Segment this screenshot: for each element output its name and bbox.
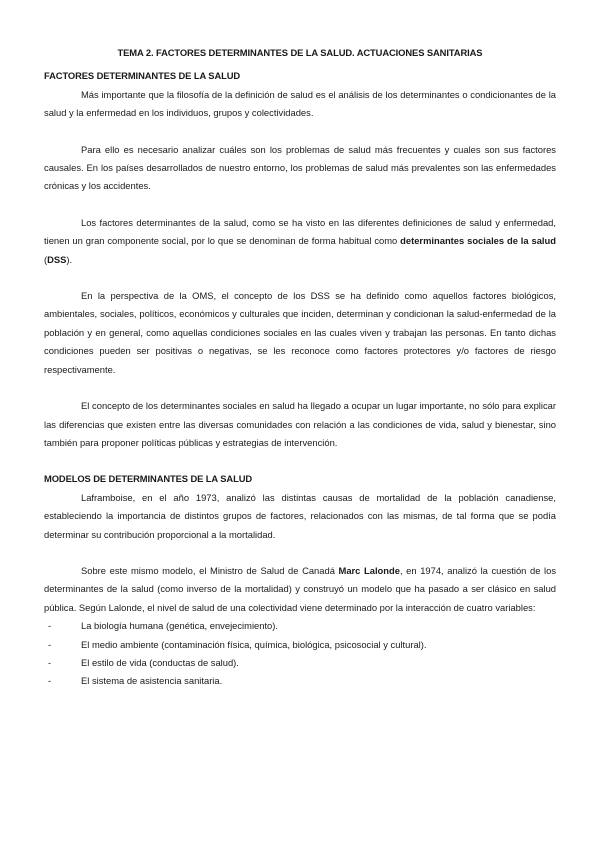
spacer bbox=[44, 544, 556, 562]
paragraph-6: Laframboise, en el año 1973, analizó las distintas causas de mortalidad de la población canadiense, estableciendo la importancia de distintos grupos de factores, relacionados con las mismas, de tal forma que se podía determinar su contribución proporcional a la mortalidad. bbox=[44, 491, 556, 540]
section-heading-modelos: MODELOS DE DETERMINANTES DE LA SALUD bbox=[44, 473, 253, 485]
list-item bbox=[44, 672, 556, 690]
paragraph-7 bbox=[44, 562, 556, 617]
paragraph-3-bold: determinantes sociales de la salud bbox=[400, 235, 556, 247]
section-heading-factores: FACTORES DETERMINANTES DE LA SALUD bbox=[44, 70, 241, 82]
list-item-text: El medio ambiente (contaminación física, química, biológica, psicosocial y cultural). bbox=[81, 638, 427, 650]
list-item bbox=[44, 654, 556, 672]
list-item bbox=[44, 636, 556, 654]
paragraph-3-bold-dss: DSS bbox=[47, 253, 67, 265]
paragraph-3-text-a: Los factores determinantes de la salud, como se ha visto en las diferentes definiciones de salud y enfermedad, tienen un gran componente social, por lo que se denominan de forma habitual como bbox=[44, 216, 556, 247]
document-title: TEMA 2. FACTORES DETERMINANTES DE LA SALUD. ACTUACIONES SANITARIAS bbox=[117, 47, 483, 58]
lalonde-variables-list bbox=[44, 617, 556, 691]
paragraph-7-bold: Marc Lalonde bbox=[338, 564, 400, 576]
spacer bbox=[44, 379, 556, 397]
list-item-text: La biología humana (genética, envejecimiento). bbox=[81, 620, 278, 632]
paragraph-7-text-a: Sobre este mismo modelo, el Ministro de Salud de Canadá bbox=[81, 564, 339, 576]
list-dash: - bbox=[48, 620, 52, 632]
paragraph-4: En la perspectiva de la OMS, el concepto de los DSS se ha definido como aquellos factores biológicos, ambientales, sociales, políticos, económicos y culturales que inciden, determinan y condicionan la salud-enfermedad de la población y en general, como aquellas condiciones sociales en las cuales viven y trabajan las personas. En tanto dichas condiciones pueden ser positivas o negativas, se les reconoce como factores protectores y/o factores de riesgo respectivamente. bbox=[44, 290, 556, 375]
paragraph-3 bbox=[44, 214, 556, 269]
paragraph-3-text-c: ). bbox=[66, 253, 73, 265]
spacer bbox=[44, 196, 556, 214]
list-item-text: El estilo de vida (conductas de salud). bbox=[81, 656, 239, 668]
list-dash: - bbox=[48, 675, 52, 687]
spacer bbox=[44, 269, 556, 287]
paragraph-3-text-b: ( bbox=[44, 253, 48, 265]
list-dash: - bbox=[48, 656, 52, 668]
list-item-text: El sistema de asistencia sanitaria. bbox=[81, 675, 223, 687]
paragraph-2: Para ello es necesario analizar cuáles son los problemas de salud más frecuentes y cuales son sus factores causales. En los países desarrollados de nuestro entorno, los problemas de salud más prevalentes son las enfermedades crónicas y los accidentes. bbox=[44, 143, 556, 192]
paragraph-5: El concepto de los determinantes sociales en salud ha llegado a ocupar un lugar importante, no sólo para explicar las diferencias que existen entre las diversas comunidades con relación a las condiciones de vida, salud y bienestar, sino también para proponer políticas públicas y estrategias de intervención. bbox=[44, 400, 556, 448]
list-item bbox=[44, 617, 556, 635]
paragraph-7-text-b: , en 1974, analizó la cuestión de los determinantes de la salud (como inverso de la mortalidad) y construyó un modelo que ha pasado a ser clásico en salud pública. Según Lalonde, el nivel de salud de una colectividad viene determinado por la interacción de cuatro variables: bbox=[44, 564, 557, 613]
spacer bbox=[44, 123, 556, 141]
spacer bbox=[44, 452, 556, 470]
paragraph-1: Más importante que la filosofía de la definición de salud es el análisis de los determinantes o condicionantes de la salud y la enfermedad en los individuos, grupos y colectividades. bbox=[44, 88, 556, 119]
list-dash: - bbox=[48, 638, 52, 650]
